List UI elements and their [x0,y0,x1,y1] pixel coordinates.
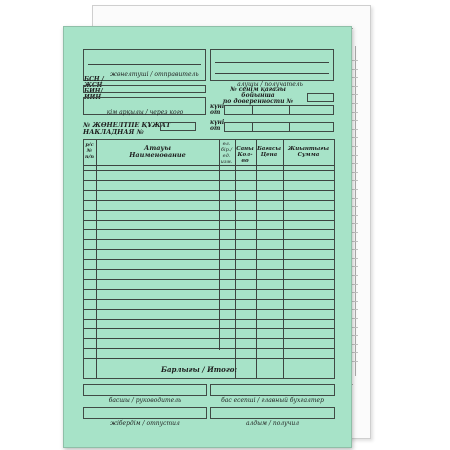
invoice-form [63,26,352,448]
table-row[interactable] [84,180,334,181]
table-row[interactable] [84,319,334,320]
table-row[interactable] [84,289,334,290]
released-signature-box[interactable] [83,407,207,419]
col-qty-header: Саны Кол-во [236,146,254,164]
col-name-ru-header: Наименование [129,151,186,159]
table-header-divider [84,165,334,166]
col-name-kz-header: Атауы [144,144,171,152]
invoice-date-box[interactable] [224,122,334,132]
table-row[interactable] [84,190,334,191]
proxy-date-box[interactable] [224,105,334,115]
bin-label: БСН / ЖСН БИН/ИИН [84,76,104,101]
bin-strip [83,85,206,93]
col-price-header: Бағасы Цена [257,146,281,158]
proxy-number-box[interactable] [307,93,334,102]
total-label: Барлығы / Итого: [161,365,238,374]
table-row[interactable] [84,328,334,329]
table-row[interactable] [84,200,334,201]
table-row[interactable] [84,210,334,211]
receiver-label: алушы / получатель [237,81,303,88]
table-row[interactable] [84,229,334,230]
col-sum-header: Жиынтығы Сумма [288,146,329,158]
through-label: кім арқылы / через кого [106,109,184,116]
received-signature-box[interactable] [210,407,335,419]
table-row[interactable] [84,269,334,270]
col-unit-header: өл. бір./ ед. изм. [220,141,233,165]
accountant-label: бас есепші / главный бухгалтер [221,397,324,404]
accountant-signature-box[interactable] [210,384,335,396]
table-row[interactable] [84,348,334,349]
date-label: күні от [210,103,225,116]
table-row[interactable] [84,220,334,221]
sender-label: жөнелтуші / отправитель [110,71,199,78]
received-label: алдым / получил [245,420,300,427]
invoice-title: № ЖӨНЕЛТПЕ ҚҰЖАТ НАКЛАДНАЯ № [83,121,171,136]
receiver-box [210,49,334,81]
table-row[interactable] [84,309,334,310]
invoice-number-box[interactable] [160,122,196,131]
table-row[interactable] [84,338,334,339]
head-label: басшы / руководитель [108,397,182,404]
head-signature-box[interactable] [83,384,207,396]
table-row[interactable] [84,249,334,250]
table-row[interactable] [84,259,334,260]
table-row[interactable] [84,239,334,240]
col-num-header: р/с № п/п [84,142,95,160]
invoice-date-label: күні от [210,119,225,132]
released-label: жібердім / отпустил [110,420,180,427]
table-row[interactable] [84,299,334,300]
table-row[interactable] [84,170,334,171]
table-row[interactable] [84,358,334,359]
table-row[interactable] [84,279,334,280]
proxy-label: № сенім қағазы бойынша по доверенности № [222,86,294,105]
